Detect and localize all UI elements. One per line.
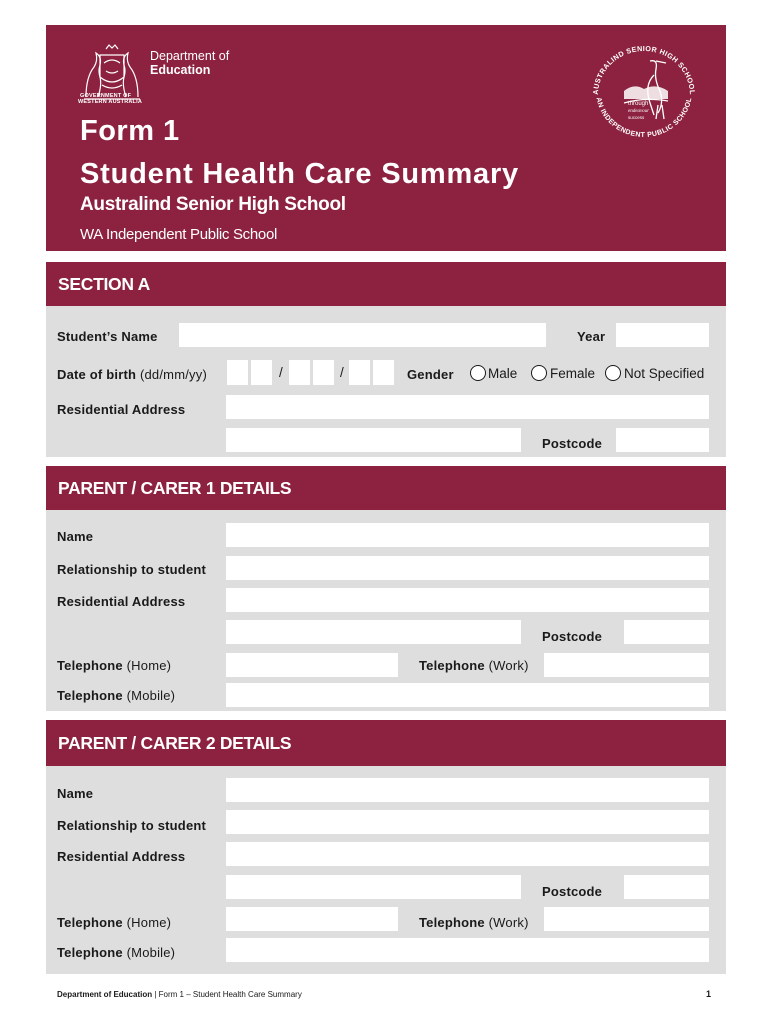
dob-separator-2: /: [340, 365, 344, 380]
parent1-address-line1-input[interactable]: [226, 588, 709, 612]
form-title: Student Health Care Summary: [80, 158, 519, 190]
gender-female-radio[interactable]: [531, 365, 547, 381]
page-number: 1: [706, 989, 712, 999]
school-seal-logo: [584, 39, 704, 139]
form-number: Form 1: [80, 115, 180, 147]
student-address-line1-input[interactable]: [226, 395, 709, 419]
student-name-input[interactable]: [179, 323, 546, 347]
parent1-tel-mobile-input[interactable]: [226, 683, 709, 707]
parent1-address-line2-input[interactable]: [226, 620, 521, 644]
dob-separator-1: /: [279, 365, 283, 380]
gender-not-specified-radio[interactable]: [605, 365, 621, 381]
gender-male-radio[interactable]: [470, 365, 486, 381]
student-address-label: Residential Address: [57, 402, 186, 417]
student-address-line2-input[interactable]: [226, 428, 521, 452]
parent1-tel-home-input[interactable]: [226, 653, 398, 677]
parent2-tel-work-input[interactable]: [544, 907, 709, 931]
parent2-relationship-input[interactable]: [226, 810, 709, 834]
student-postcode-input[interactable]: [616, 428, 709, 452]
parent2-tel-work-label: Telephone (Work): [419, 915, 529, 930]
government-line1: GOVERNMENT OF: [80, 93, 132, 99]
section-a-panel: [46, 262, 726, 457]
parent1-name-input[interactable]: [226, 523, 709, 547]
gender-female-label: Female: [550, 366, 596, 381]
svg-text:endeavour: endeavour: [628, 109, 650, 114]
school-name: Australind Senior High School: [80, 194, 346, 215]
svg-text:through: through: [628, 101, 649, 107]
parent2-title: PARENT / CARER 2 DETAILS: [46, 720, 726, 766]
government-line2: WESTERN AUSTRALIA: [78, 99, 142, 105]
parent2-name-input[interactable]: [226, 778, 709, 802]
department-line2: Education: [150, 63, 211, 77]
gender-label: Gender: [407, 367, 454, 382]
dob-format: (dd/mm/yy): [139, 367, 207, 382]
form-header: [46, 25, 726, 251]
student-postcode-label: Postcode: [542, 436, 603, 451]
parent2-address-label: Residential Address: [57, 849, 186, 864]
svg-text:AN INDEPENDENT PUBLIC SCHOOL: AN INDEPENDENT PUBLIC SCHOOL: [594, 96, 694, 139]
parent1-postcode-label: Postcode: [542, 629, 603, 644]
svg-text:success: success: [628, 115, 645, 120]
parent2-panel: [46, 720, 726, 974]
parent1-title: PARENT / CARER 1 DETAILS: [46, 466, 726, 510]
dob-month-digit-1[interactable]: [289, 360, 310, 385]
section-a-title: SECTION A: [46, 262, 726, 306]
parent1-tel-mobile-label: Telephone (Mobile): [57, 688, 176, 703]
parent2-tel-home-label: Telephone (Home): [57, 915, 172, 930]
parent2-tel-home-input[interactable]: [226, 907, 398, 931]
department-line1: Department of: [150, 49, 230, 63]
parent1-tel-work-label: Telephone (Work): [419, 658, 529, 673]
parent1-panel: [46, 466, 726, 711]
dob-day-digit-1[interactable]: [227, 360, 248, 385]
footer-reference: Department of Education | Form 1 – Student Health Care Summary: [57, 990, 302, 999]
parent1-relationship-input[interactable]: [226, 556, 709, 580]
year-input[interactable]: [616, 323, 709, 347]
parent2-address-line2-input[interactable]: [226, 875, 521, 899]
parent1-tel-work-input[interactable]: [544, 653, 709, 677]
parent2-postcode-input[interactable]: [624, 875, 709, 899]
gender-male-label: Male: [488, 366, 518, 381]
parent2-name-label: Name: [57, 786, 94, 801]
parent1-relationship-label: Relationship to student: [57, 562, 207, 577]
parent1-postcode-input[interactable]: [624, 620, 709, 644]
student-name-label: Student’s Name: [57, 329, 158, 344]
parent2-relationship-label: Relationship to student: [57, 818, 207, 833]
dob-month-digit-2[interactable]: [313, 360, 334, 385]
dob-year-digit-2[interactable]: [373, 360, 394, 385]
parent2-tel-mobile-input[interactable]: [226, 938, 709, 962]
school-type: WA Independent Public School: [80, 226, 278, 243]
parent1-tel-home-label: Telephone (Home): [57, 658, 172, 673]
parent1-address-label: Residential Address: [57, 594, 186, 609]
year-label: Year: [577, 329, 606, 344]
gender-not-specified-label: Not Specified: [624, 366, 705, 381]
dob-year-digit-1[interactable]: [349, 360, 370, 385]
parent2-tel-mobile-label: Telephone (Mobile): [57, 945, 176, 960]
parent2-postcode-label: Postcode: [542, 884, 603, 899]
parent2-address-line1-input[interactable]: [226, 842, 709, 866]
dob-label: Date of birth (dd/mm/yy): [57, 367, 207, 382]
svg-text:AUSTRALIND SENIOR HIGH SCHOOL: AUSTRALIND SENIOR HIGH SCHOOL: [590, 43, 698, 96]
parent1-name-label: Name: [57, 529, 94, 544]
dob-day-digit-2[interactable]: [251, 360, 272, 385]
